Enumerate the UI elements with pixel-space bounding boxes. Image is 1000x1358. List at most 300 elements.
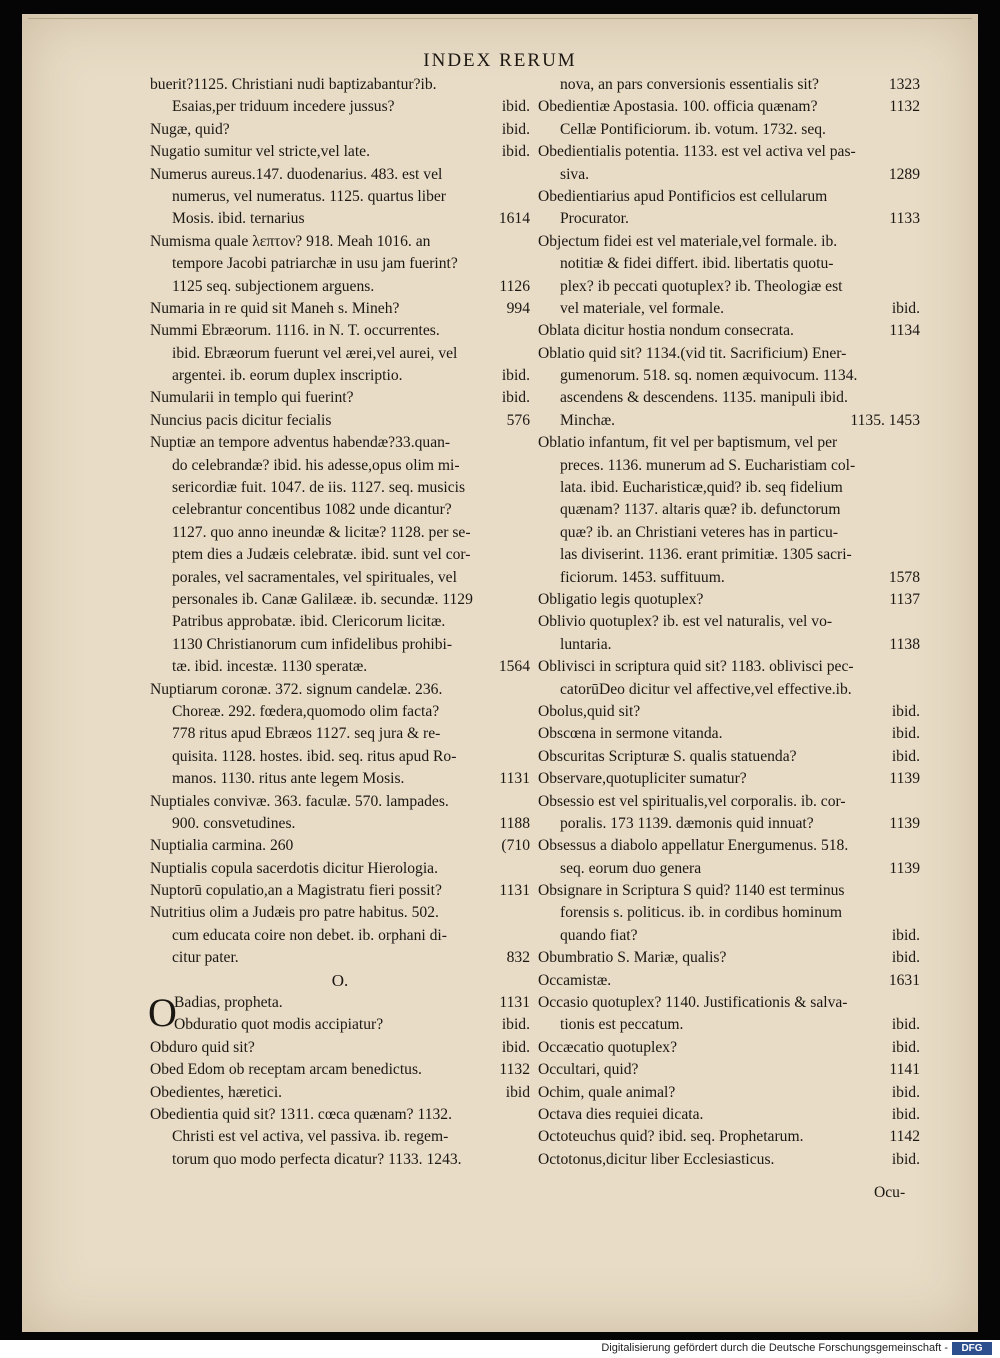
entry-text: Obsignare in Scriptura S quid? 1140 est terminus xyxy=(538,882,845,900)
entry-page-ref xyxy=(524,701,530,723)
index-entry-line xyxy=(150,1104,530,1126)
entry-page-ref xyxy=(914,992,920,1014)
index-entry-line xyxy=(150,96,530,118)
entry-page-ref xyxy=(914,679,920,701)
entry-text: Christi est vel activa, vel passiva. ib. regem- xyxy=(172,1128,449,1146)
entry-text: personales ib. Canæ Galilææ. ib. secundæ. 1129 xyxy=(172,590,473,608)
entry-text: Patribus approbatæ. ibid. Clericorum licitæ. xyxy=(172,613,446,631)
entry-text: Obscœna in sermone vitanda. xyxy=(538,725,723,743)
entry-page-ref xyxy=(914,141,920,163)
index-entry-line xyxy=(150,611,530,633)
index-entry-line xyxy=(538,96,920,118)
entry-text: notitiæ & fidei differt. ibid. libertatis quotu- xyxy=(560,255,834,273)
entry-text: Numaria in re quid sit Maneh s. Mineh? xyxy=(150,299,400,317)
entry-text: preces. 1136. munerum ad S. Eucharistiam col- xyxy=(560,456,856,474)
index-entry-line xyxy=(150,1037,530,1059)
entry-text: nova, an pars conversionis essentialis sit? xyxy=(560,76,819,93)
index-entry-line xyxy=(150,455,530,477)
index-entry-line xyxy=(538,947,920,969)
entry-text: numerus, vel numeratus. 1125. quartus liber xyxy=(172,187,446,205)
entry-text: Mosis. ibid. ternarius xyxy=(172,210,305,228)
entry-text: Nugæ, quid? xyxy=(150,120,230,138)
entry-page-ref: 1138 xyxy=(889,635,920,653)
entry-text: torum quo modo perfecta dicatur? 1133. 1243. xyxy=(172,1150,462,1168)
entry-page-ref xyxy=(914,522,920,544)
entry-text: Badias, propheta. xyxy=(174,994,283,1012)
index-entry-line xyxy=(538,902,920,924)
index-entry-line xyxy=(150,746,530,768)
entry-page-ref: ibid. xyxy=(891,299,920,317)
entry-text: quænam? 1137. altaris quæ? ib. defunctorum xyxy=(560,501,841,519)
entry-text: Minchæ. xyxy=(560,411,616,429)
index-entry-line xyxy=(538,387,920,409)
entry-text: tæ. ibid. incestæ. 1130 speratæ. xyxy=(172,658,368,676)
entry-page-ref: ibid. xyxy=(891,1083,920,1101)
entry-page-ref xyxy=(524,1126,530,1148)
index-entry-line xyxy=(538,589,920,611)
entry-text: 900. consvetudines. xyxy=(172,814,296,832)
index-entry-line xyxy=(538,231,920,253)
entry-text: cum educata coire non debet. ib. orphani di- xyxy=(172,926,447,944)
entry-page-ref xyxy=(914,276,920,298)
entry-text: celebrantur concentibus 1082 unde dicantur? xyxy=(172,501,452,519)
entry-page-ref xyxy=(524,567,530,589)
index-entry-line xyxy=(150,835,530,857)
index-entry-line xyxy=(150,276,530,298)
entry-page-ref: 1132 xyxy=(889,98,920,116)
entry-text: Objectum fidei est vel materiale,vel formale. ib. xyxy=(538,232,838,250)
left-column xyxy=(150,74,530,1171)
entry-text: quando fiat? xyxy=(560,926,638,944)
entry-page-ref: ibid xyxy=(505,1083,530,1101)
entry-page-ref xyxy=(524,791,530,813)
entry-text: Obedientialis potentia. 1133. est vel activa vel pas- xyxy=(538,143,856,161)
entry-page-ref: 1289 xyxy=(888,165,920,183)
entry-text: Octoteuchus quid? ibid. seq. Prophetarum. xyxy=(538,1128,804,1146)
entry-page-ref: 1139 xyxy=(889,814,920,832)
entry-page-ref: 1142 xyxy=(889,1128,920,1146)
entry-text: poralis. 173 1139. dæmonis quid innuat? xyxy=(560,814,814,832)
entry-page-ref: 1131 xyxy=(499,882,530,900)
entry-page-ref: ibid. xyxy=(501,120,530,138)
entry-text: Numerus aureus.147. duodenarius. 483. est vel xyxy=(150,165,443,183)
index-entry-line xyxy=(150,567,530,589)
index-entry-line xyxy=(538,1104,920,1126)
entry-page-ref: 1131 xyxy=(499,770,530,788)
entry-text: do celebrandæ? ibid. his adesse,opus olim mi- xyxy=(172,456,460,474)
entry-text: Occamistæ. xyxy=(538,971,612,989)
index-entry-line xyxy=(150,925,530,947)
index-entry-line xyxy=(538,791,920,813)
entry-page-ref xyxy=(914,119,920,141)
entry-page-ref: 1137 xyxy=(889,590,920,608)
entry-page-ref: ibid. xyxy=(501,1038,530,1056)
index-entry-line xyxy=(538,858,920,880)
index-entry-line xyxy=(538,656,920,678)
index-entry-line xyxy=(538,611,920,633)
entry-page-ref: ibid. xyxy=(891,1150,920,1168)
index-entry-line xyxy=(538,410,920,432)
entry-page-ref: ibid. xyxy=(501,98,530,116)
entry-page-ref: 1141 xyxy=(889,1061,920,1079)
index-entry-line xyxy=(150,119,530,141)
entry-text: Nummi Ebræorum. 1116. in N. T. occurrentes. xyxy=(150,322,440,340)
index-entry-line xyxy=(538,343,920,365)
entry-text: Oblatio infantum, fit vel per baptismum, vel per xyxy=(538,434,838,452)
index-entry-line xyxy=(538,276,920,298)
index-entry-line xyxy=(150,947,530,969)
entry-page-ref xyxy=(914,880,920,902)
entry-text: Obsessio est vel spiritualis,vel corporalis. ib. cor- xyxy=(538,792,846,810)
entry-text: siva. xyxy=(560,165,590,183)
entry-page-ref xyxy=(524,186,530,208)
index-entry-line xyxy=(150,768,530,790)
entry-page-ref xyxy=(524,477,530,499)
index-entry-line xyxy=(150,1059,530,1081)
index-entry-line xyxy=(150,656,530,678)
index-entry-line xyxy=(538,679,920,701)
index-entry-line xyxy=(538,141,920,163)
entry-text: buerit?1125. Christiani nudi baptizabantur?ib. xyxy=(150,76,437,93)
entry-text: Cellæ Pontificiorum. ib. votum. 1732. seq. xyxy=(560,120,826,138)
entry-text: Obed Edom ob receptam arcam benedictus. xyxy=(150,1061,422,1079)
index-entry-line xyxy=(150,1126,530,1148)
entry-page-ref: 1131 xyxy=(499,994,530,1012)
index-entry-line xyxy=(538,119,920,141)
index-entry-line xyxy=(150,298,530,320)
index-entry-line xyxy=(150,522,530,544)
entry-page-ref xyxy=(914,365,920,387)
index-entry-line xyxy=(538,298,920,320)
entry-page-ref xyxy=(524,925,530,947)
entry-text: 1130 Christianorum cum infidelibus prohibi- xyxy=(172,635,453,653)
entry-page-ref xyxy=(524,544,530,566)
entry-text: Obduro quid sit? xyxy=(150,1038,255,1056)
entry-text: Obsessus a diabolo appellatur Energumenus. 518. xyxy=(538,837,849,855)
entry-text: 1125 seq. subjectionem arguens. xyxy=(172,277,375,295)
section-letter: O. xyxy=(331,970,349,990)
index-entry-line xyxy=(538,74,920,96)
entry-page-ref: 1323 xyxy=(888,76,920,93)
entry-page-ref xyxy=(524,74,530,96)
entry-page-ref: ibid. xyxy=(891,747,920,765)
entry-text: Octava dies requiei dicata. xyxy=(538,1105,704,1123)
entry-text: ficiorum. 1453. suffituum. xyxy=(560,568,725,586)
entry-text: Ochim, quale animal? xyxy=(538,1083,676,1101)
entry-page-ref xyxy=(524,432,530,454)
entry-page-ref: 1126 xyxy=(499,277,530,295)
entry-page-ref: ibid. xyxy=(501,143,530,161)
entry-text: Nuptialia carmina. 260 xyxy=(150,837,294,855)
entry-page-ref xyxy=(524,253,530,275)
index-entry-line xyxy=(538,455,920,477)
entry-page-ref xyxy=(914,656,920,678)
entry-page-ref: 1133 xyxy=(889,210,920,228)
entry-page-ref xyxy=(914,343,920,365)
entry-page-ref xyxy=(524,746,530,768)
index-entry-line xyxy=(150,231,530,253)
index-entry-line xyxy=(150,880,530,902)
entry-page-ref xyxy=(524,522,530,544)
entry-page-ref: 1564 xyxy=(498,658,530,676)
entry-page-ref: 1631 xyxy=(888,971,920,989)
entry-text: Obscuritas Scripturæ S. qualis statuenda? xyxy=(538,747,797,765)
index-entry-line xyxy=(538,970,920,992)
entry-text: forensis s. politicus. ib. in cordibus hominum xyxy=(560,904,842,922)
index-entry-line xyxy=(538,1149,920,1171)
entry-text: Nuptialis copula sacerdotis dicitur Hierologia. xyxy=(150,859,438,877)
entry-text: lata. ibid. Eucharisticæ,quid? ib. seq fidelium xyxy=(560,479,843,497)
index-entry-line xyxy=(538,164,920,186)
entry-text: sericordiæ fuit. 1047. de iis. 1127. seq. musicis xyxy=(172,479,466,497)
entry-text: Nuptiarum coronæ. 372. signum candelæ. 236. xyxy=(150,680,443,698)
entry-page-ref xyxy=(524,611,530,633)
index-entry-line xyxy=(538,365,920,387)
entry-page-ref xyxy=(524,455,530,477)
running-head: INDEX RERUM xyxy=(423,50,577,71)
entry-page-ref: 832 xyxy=(506,949,530,967)
index-entry-line xyxy=(150,589,530,611)
index-entry-line xyxy=(150,1082,530,1104)
footer-bar xyxy=(0,1340,1000,1358)
entry-text: Observare,quotupliciter sumatur? xyxy=(538,770,747,788)
entry-text: ptem dies a Judæis celebratæ. ibid. sunt vel cor- xyxy=(172,546,471,564)
index-entry-line xyxy=(538,253,920,275)
entry-text: Nuptiæ an tempore adventus habendæ?33.quan- xyxy=(150,434,451,452)
index-entry-line xyxy=(538,1126,920,1148)
entry-page-ref xyxy=(524,589,530,611)
index-entry-line xyxy=(538,186,920,208)
section-o-entries xyxy=(150,992,530,1171)
entry-page-ref: (710 xyxy=(501,837,530,855)
entry-text: argentei. ib. eorum duplex inscriptio. xyxy=(172,367,403,385)
entry-text: Nugatio sumitur vel stricte,vel late. xyxy=(150,143,370,161)
drop-cap-letter: O xyxy=(148,990,177,1036)
index-entry-line xyxy=(150,813,530,835)
entry-page-ref: ibid. xyxy=(891,926,920,944)
entry-page-ref xyxy=(524,634,530,656)
entry-text: Obedientes, hæretici. xyxy=(150,1083,283,1101)
index-entry-line xyxy=(538,320,920,342)
entry-page-ref: ibid. xyxy=(891,1105,920,1123)
entry-page-ref xyxy=(914,544,920,566)
index-entry-line xyxy=(150,701,530,723)
index-entry-line xyxy=(150,74,530,96)
index-entry-line xyxy=(150,320,530,342)
entry-text: 1127. quo anno ineundæ & licitæ? 1128. per se- xyxy=(172,523,471,541)
footer-credit: Digitalisierung gefördert durch die Deutsche Forschungsgemeinschaft - xyxy=(601,1342,948,1354)
entry-page-ref xyxy=(524,231,530,253)
index-entry-line xyxy=(538,544,920,566)
entry-page-ref: ibid. xyxy=(501,1016,530,1034)
entry-text: vel materiale, vel formale. xyxy=(560,299,725,317)
index-entry-line xyxy=(150,679,530,701)
entry-text: 778 ritus apud Ebræos 1127. seq jura & re- xyxy=(172,725,441,743)
index-entry-line xyxy=(150,365,530,387)
index-entry-line xyxy=(538,634,920,656)
index-entry-line xyxy=(538,432,920,454)
entry-text: Obedientiarius apud Pontificios est cellularum xyxy=(538,187,828,205)
index-entry-line xyxy=(150,1149,530,1171)
entry-page-ref xyxy=(914,477,920,499)
index-entry-line xyxy=(538,1037,920,1059)
entry-text: quæ? ib. an Christiani veteres has in particu- xyxy=(560,523,839,541)
index-entry-line xyxy=(150,432,530,454)
entry-text: tionis est peccatum. xyxy=(560,1016,684,1034)
entry-text: Occultari, quid? xyxy=(538,1061,639,1079)
entry-page-ref: 1132 xyxy=(499,1061,530,1079)
entry-page-ref: ibid. xyxy=(891,1016,920,1034)
entry-page-ref xyxy=(524,723,530,745)
index-entry-line xyxy=(150,186,530,208)
entry-page-ref: 1135. 1453 xyxy=(850,411,920,429)
entry-text: ibid. Ebræorum fuerunt vel ærei,vel aurei, vel xyxy=(172,344,458,362)
entry-text: Oblivio quotuplex? ib. est vel naturalis, vel vo- xyxy=(538,613,833,631)
entry-text: Nuptiales convivæ. 363. faculæ. 570. lampades. xyxy=(150,792,449,810)
dfg-logo: DFG xyxy=(952,1342,992,1355)
entry-text: Occasio quotuplex? 1140. Justificationis & salva- xyxy=(538,994,848,1012)
index-entry-line xyxy=(150,634,530,656)
entry-text: Oblivisci in scriptura quid sit? 1183. oblivisci pec- xyxy=(538,658,854,676)
entry-page-ref xyxy=(914,387,920,409)
catchword: Ocu- xyxy=(874,1184,906,1201)
entry-page-ref: 1139 xyxy=(889,770,920,788)
entry-page-ref xyxy=(914,186,920,208)
entry-page-ref xyxy=(524,343,530,365)
entry-text: Obolus,quid sit? xyxy=(538,702,641,720)
entry-page-ref: ibid. xyxy=(501,389,530,407)
entry-text: Numularii in templo qui fuerint? xyxy=(150,389,354,407)
index-entry-line xyxy=(150,253,530,275)
entry-text: quisita. 1128. hostes. ibid. seq. ritus apud Ro- xyxy=(172,747,457,765)
index-entry-line xyxy=(538,1082,920,1104)
index-entry-line xyxy=(150,858,530,880)
index-entry-line xyxy=(538,746,920,768)
entry-page-ref: 1188 xyxy=(499,814,530,832)
index-entry-line xyxy=(150,141,530,163)
index-entry-line xyxy=(538,1059,920,1081)
entry-page-ref: ibid. xyxy=(891,702,920,720)
index-entry-line xyxy=(538,880,920,902)
index-entry-line xyxy=(538,567,920,589)
index-entry-line xyxy=(538,723,920,745)
entry-text: porales, vel sacramentales, vel spirituales, vel xyxy=(172,568,457,586)
index-entry-line xyxy=(538,208,920,230)
index-entry-line xyxy=(538,701,920,723)
entry-page-ref xyxy=(914,231,920,253)
index-entry-line xyxy=(538,813,920,835)
entry-page-ref xyxy=(914,455,920,477)
entry-text: Nuncius pacis dicitur fecialis xyxy=(150,411,332,429)
entry-text: Obumbratio S. Mariæ, qualis? xyxy=(538,949,727,967)
index-entry-line xyxy=(150,902,530,924)
index-entry-line xyxy=(150,791,530,813)
entry-page-ref: 1578 xyxy=(888,568,920,586)
index-entry-line xyxy=(538,925,920,947)
entry-text: Oblata dicitur hostia nondum consecrata. xyxy=(538,322,794,340)
index-entry-line xyxy=(538,499,920,521)
entry-text: Obligatio legis quotuplex? xyxy=(538,590,704,608)
entry-text: Occæcatio quotuplex? xyxy=(538,1038,677,1056)
entry-page-ref xyxy=(524,320,530,342)
entry-page-ref xyxy=(914,902,920,924)
entry-page-ref xyxy=(524,164,530,186)
entry-text: Obduratio quot modis accipiatur? xyxy=(174,1016,384,1034)
entry-text: tempore Jacobi patriarchæ in usu jam fuerint? xyxy=(172,255,458,273)
entry-page-ref xyxy=(524,499,530,521)
index-entry-line xyxy=(538,992,920,1014)
entry-text: Oblatio quid sit? 1134.(vid tit. Sacrificium) Ener- xyxy=(538,344,847,362)
entry-page-ref: 1139 xyxy=(889,859,920,877)
index-entry-line xyxy=(150,723,530,745)
entry-page-ref xyxy=(524,1149,530,1171)
entry-page-ref xyxy=(914,611,920,633)
page-top-rule xyxy=(28,18,972,19)
index-entry-line xyxy=(150,544,530,566)
entry-text: catorūDeo dicitur vel affective,vel effective.ib. xyxy=(560,680,852,698)
index-entry-line xyxy=(150,477,530,499)
entry-text: Esaias,per triduum incedere jussus? xyxy=(172,98,395,116)
entry-text: Choreæ. 292. fœdera,quomodo olim facta? xyxy=(172,702,440,720)
entry-page-ref xyxy=(914,791,920,813)
entry-page-ref: ibid. xyxy=(501,367,530,385)
entry-text: Numisma quale λεπτον? 918. Meah 1016. an xyxy=(150,232,431,250)
index-entry-line xyxy=(150,1014,530,1036)
index-entry-line xyxy=(150,164,530,186)
entry-page-ref: 1614 xyxy=(498,210,530,228)
entry-page-ref: 1134 xyxy=(889,322,920,340)
index-entry-line xyxy=(538,768,920,790)
entry-page-ref xyxy=(914,835,920,857)
entry-text: luntaria. xyxy=(560,635,612,653)
entry-page-ref xyxy=(914,432,920,454)
entry-page-ref: 576 xyxy=(506,411,530,429)
entry-text: Obedientiæ Apostasia. 100. officia quænam? xyxy=(538,98,818,116)
index-entry-line xyxy=(150,208,530,230)
entry-page-ref xyxy=(524,1104,530,1126)
index-entry-line xyxy=(150,343,530,365)
entry-page-ref xyxy=(914,499,920,521)
entry-text: plex? ib peccati quotuplex? ib. Theologiæ est xyxy=(560,277,843,295)
entry-text: Nuptorū copulatio,an a Magistratu fieri possit? xyxy=(150,882,442,900)
entry-text: Nutritius olim a Judæis pro patre habitus. 502. xyxy=(150,904,439,922)
entry-page-ref xyxy=(524,679,530,701)
entry-page-ref: ibid. xyxy=(891,949,920,967)
index-entry-line xyxy=(538,835,920,857)
index-entry-line xyxy=(538,522,920,544)
entry-text: seq. eorum duo genera xyxy=(560,859,702,877)
entry-text: citur pater. xyxy=(172,949,239,967)
entry-page-ref xyxy=(914,253,920,275)
index-entry-line xyxy=(538,477,920,499)
index-entry-line xyxy=(150,387,530,409)
entry-text: Octotonus,dicitur liber Ecclesiasticus. xyxy=(538,1150,775,1168)
entry-text: las diviserint. 1136. erant primitiæ. 1305 sacri- xyxy=(560,546,852,564)
index-entry-line xyxy=(150,499,530,521)
entry-text: manos. 1130. ritus ante legem Mosis. xyxy=(172,770,405,788)
index-entry-line xyxy=(150,410,530,432)
entry-text: Procurator. xyxy=(560,210,629,228)
entry-page-ref xyxy=(524,858,530,880)
entry-text: Obedientia quid sit? 1311. cœca quænam? 1132. xyxy=(150,1105,452,1123)
entry-text: gumenorum. 518. sq. nomen æquivocum. 1134. xyxy=(560,367,858,385)
entry-text: ascendens & descendens. 1135. manipuli ibid. xyxy=(560,389,848,407)
entry-page-ref: 994 xyxy=(506,299,530,317)
entry-page-ref: ibid. xyxy=(891,725,920,743)
right-column xyxy=(538,74,920,1171)
entry-page-ref: ibid. xyxy=(891,1038,920,1056)
index-entry-line xyxy=(538,1014,920,1036)
